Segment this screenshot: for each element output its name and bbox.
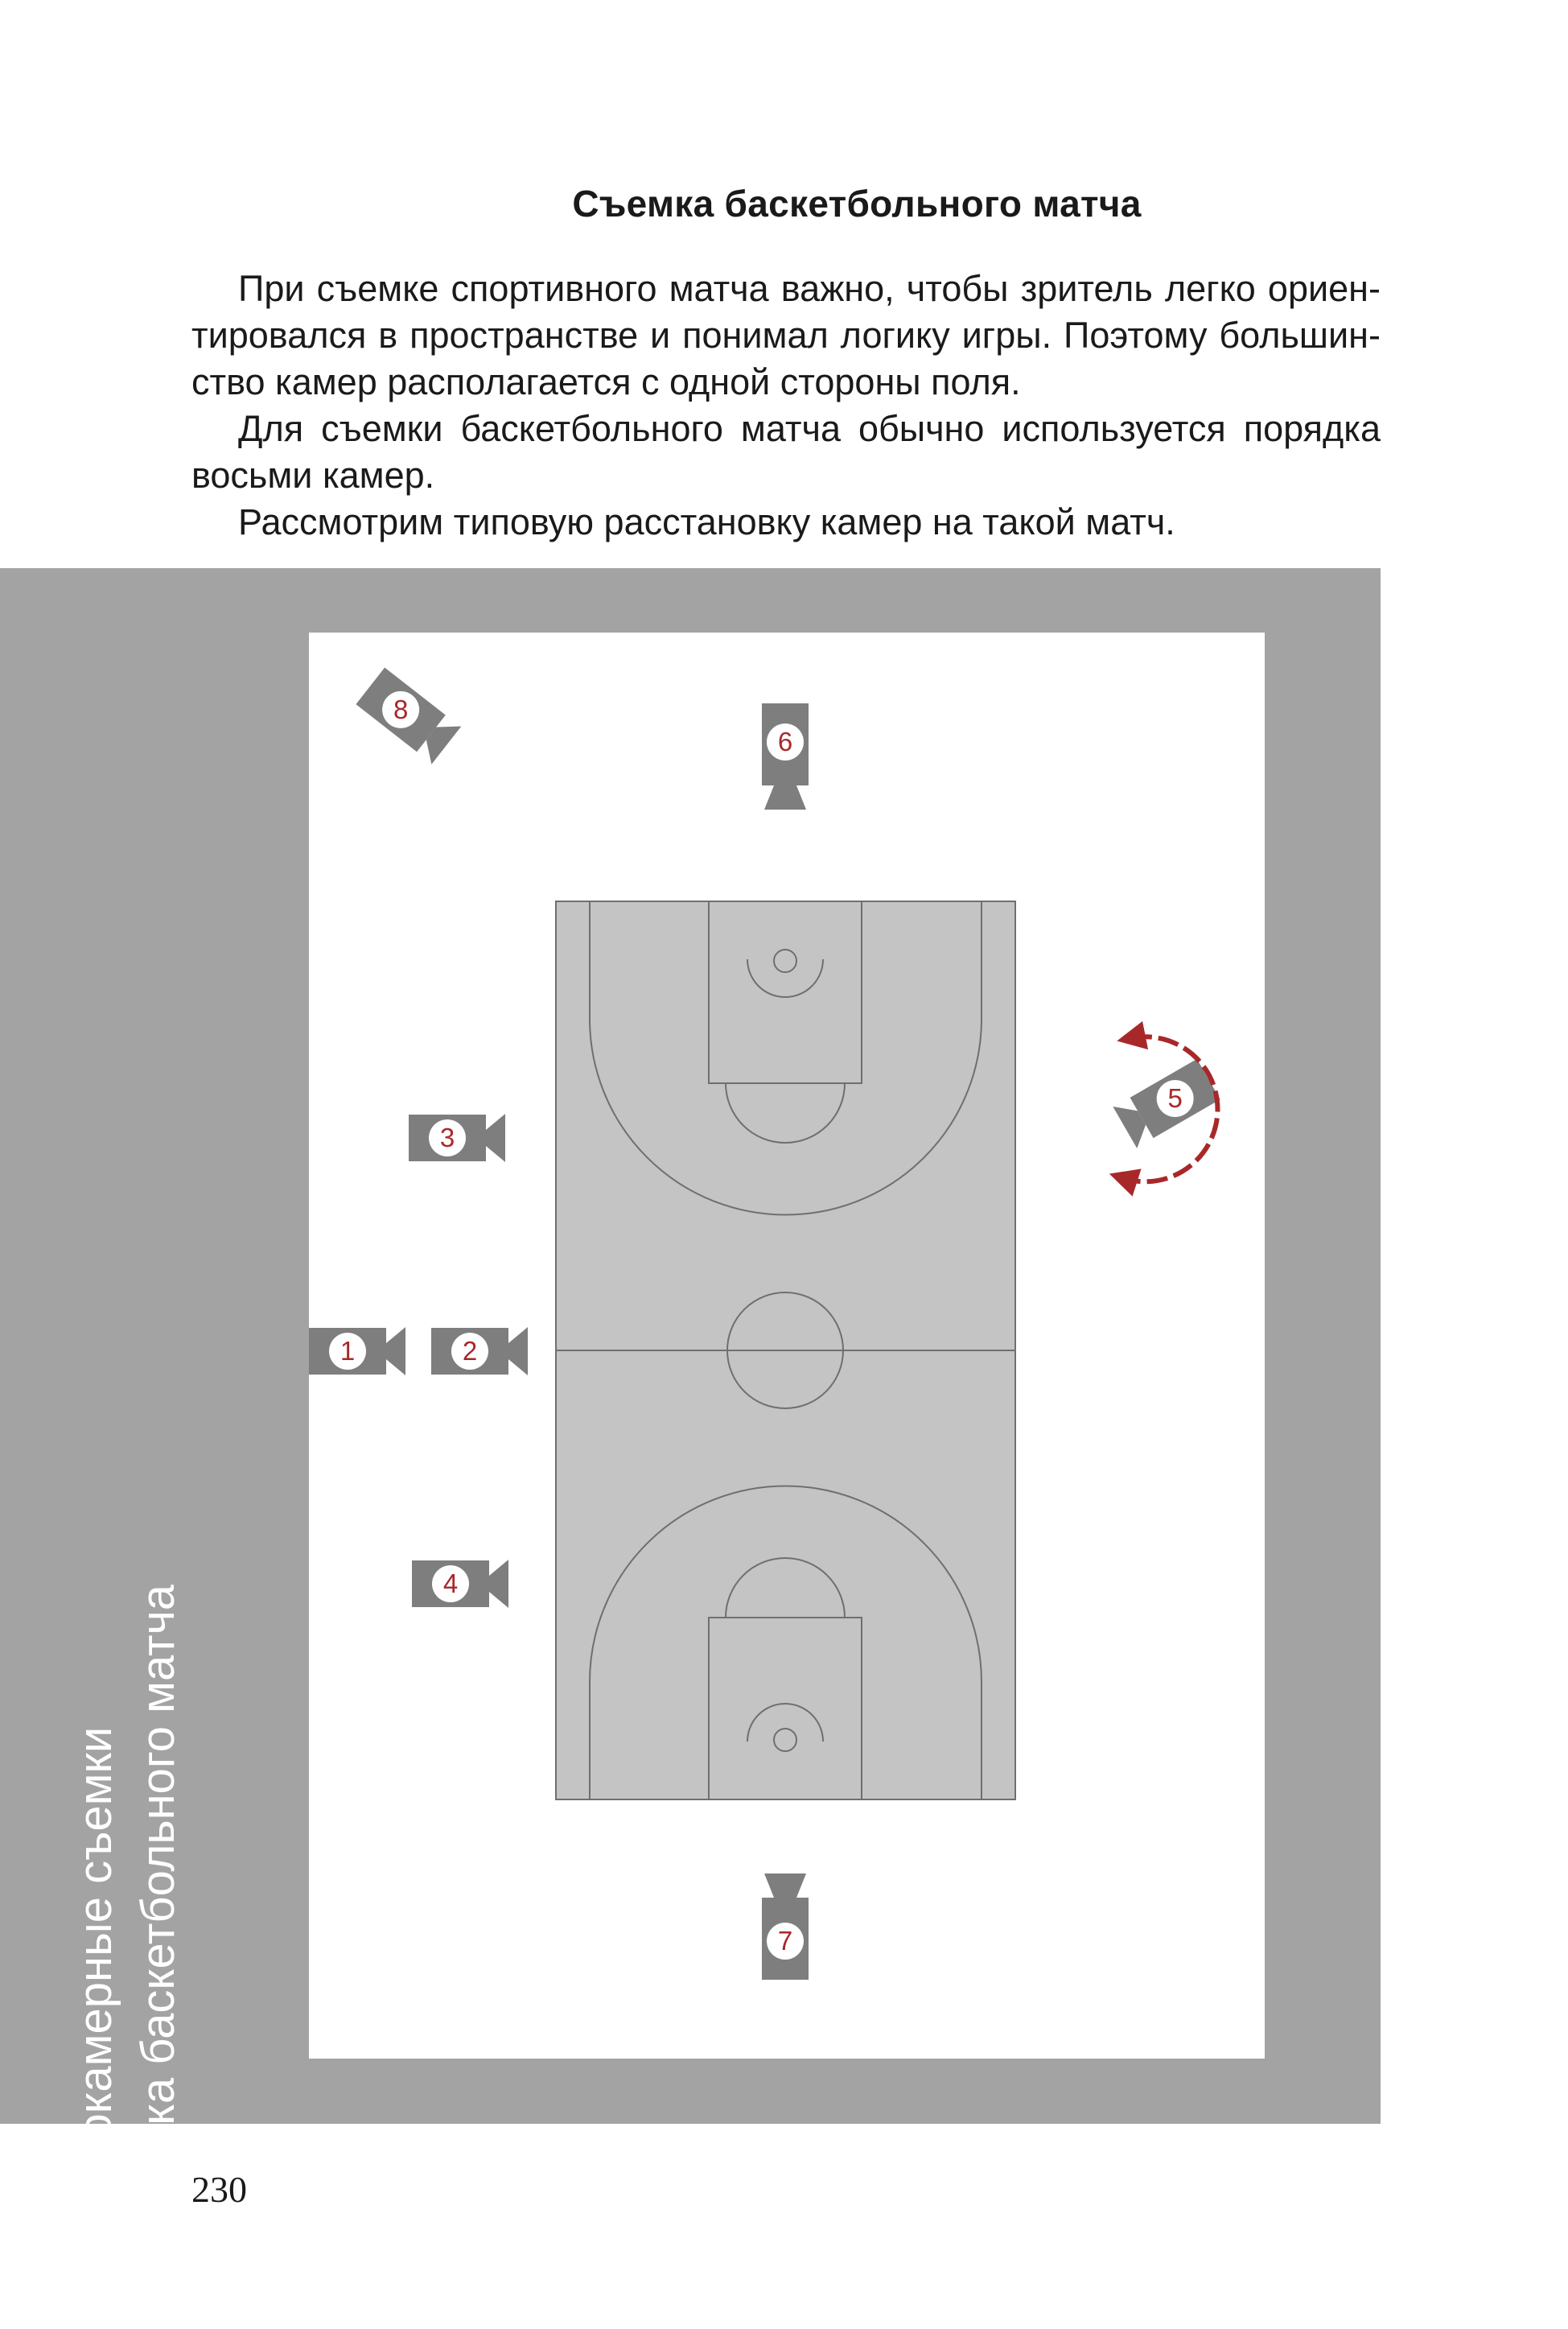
side-title [64, 1585, 190, 2246]
camera-2 [431, 1327, 528, 1375]
diagram-svg [309, 633, 1265, 2059]
camera-7 [762, 1874, 809, 1980]
camera-3 [409, 1114, 505, 1162]
paragraph-1: При съемке спортивного матча важно, чтобы зритель легко ориентировался в пространстве и понимал логику игры. Поэтому большинство камер располагается с одной стороны поля. [191, 268, 1381, 402]
basketball-court [556, 901, 1015, 1799]
camera-6 [762, 703, 809, 810]
page-number: 230 [191, 2169, 247, 2210]
camera-4-number: 4 [442, 1568, 459, 1598]
camera-1-number: 1 [340, 1336, 356, 1366]
camera-8 [356, 667, 462, 765]
page-heading: Съемка баскетбольного матча [572, 183, 1142, 225]
paragraph-3: Рассмотрим типовую расстановку камер на такой матч. [238, 501, 1175, 542]
camera-7-number: 7 [777, 1926, 793, 1956]
side-title-line-2: Съемка баскетбольного матча [132, 1584, 184, 2246]
camera-4 [412, 1560, 508, 1608]
side-title-line-1: Многокамерные съемки [69, 1726, 121, 2246]
camera-5-number: 5 [1167, 1083, 1183, 1113]
camera-3-number: 3 [439, 1123, 455, 1152]
camera-6-number: 6 [777, 727, 793, 756]
camera-2-number: 2 [462, 1336, 478, 1366]
camera-8-number: 8 [393, 694, 409, 724]
camera-1 [309, 1327, 405, 1375]
camera-placement-diagram [309, 633, 1265, 2059]
paragraph-2: Для съемки баскетбольного матча обычно используется порядка восьми камер. [191, 408, 1381, 496]
body-text [191, 266, 1381, 546]
